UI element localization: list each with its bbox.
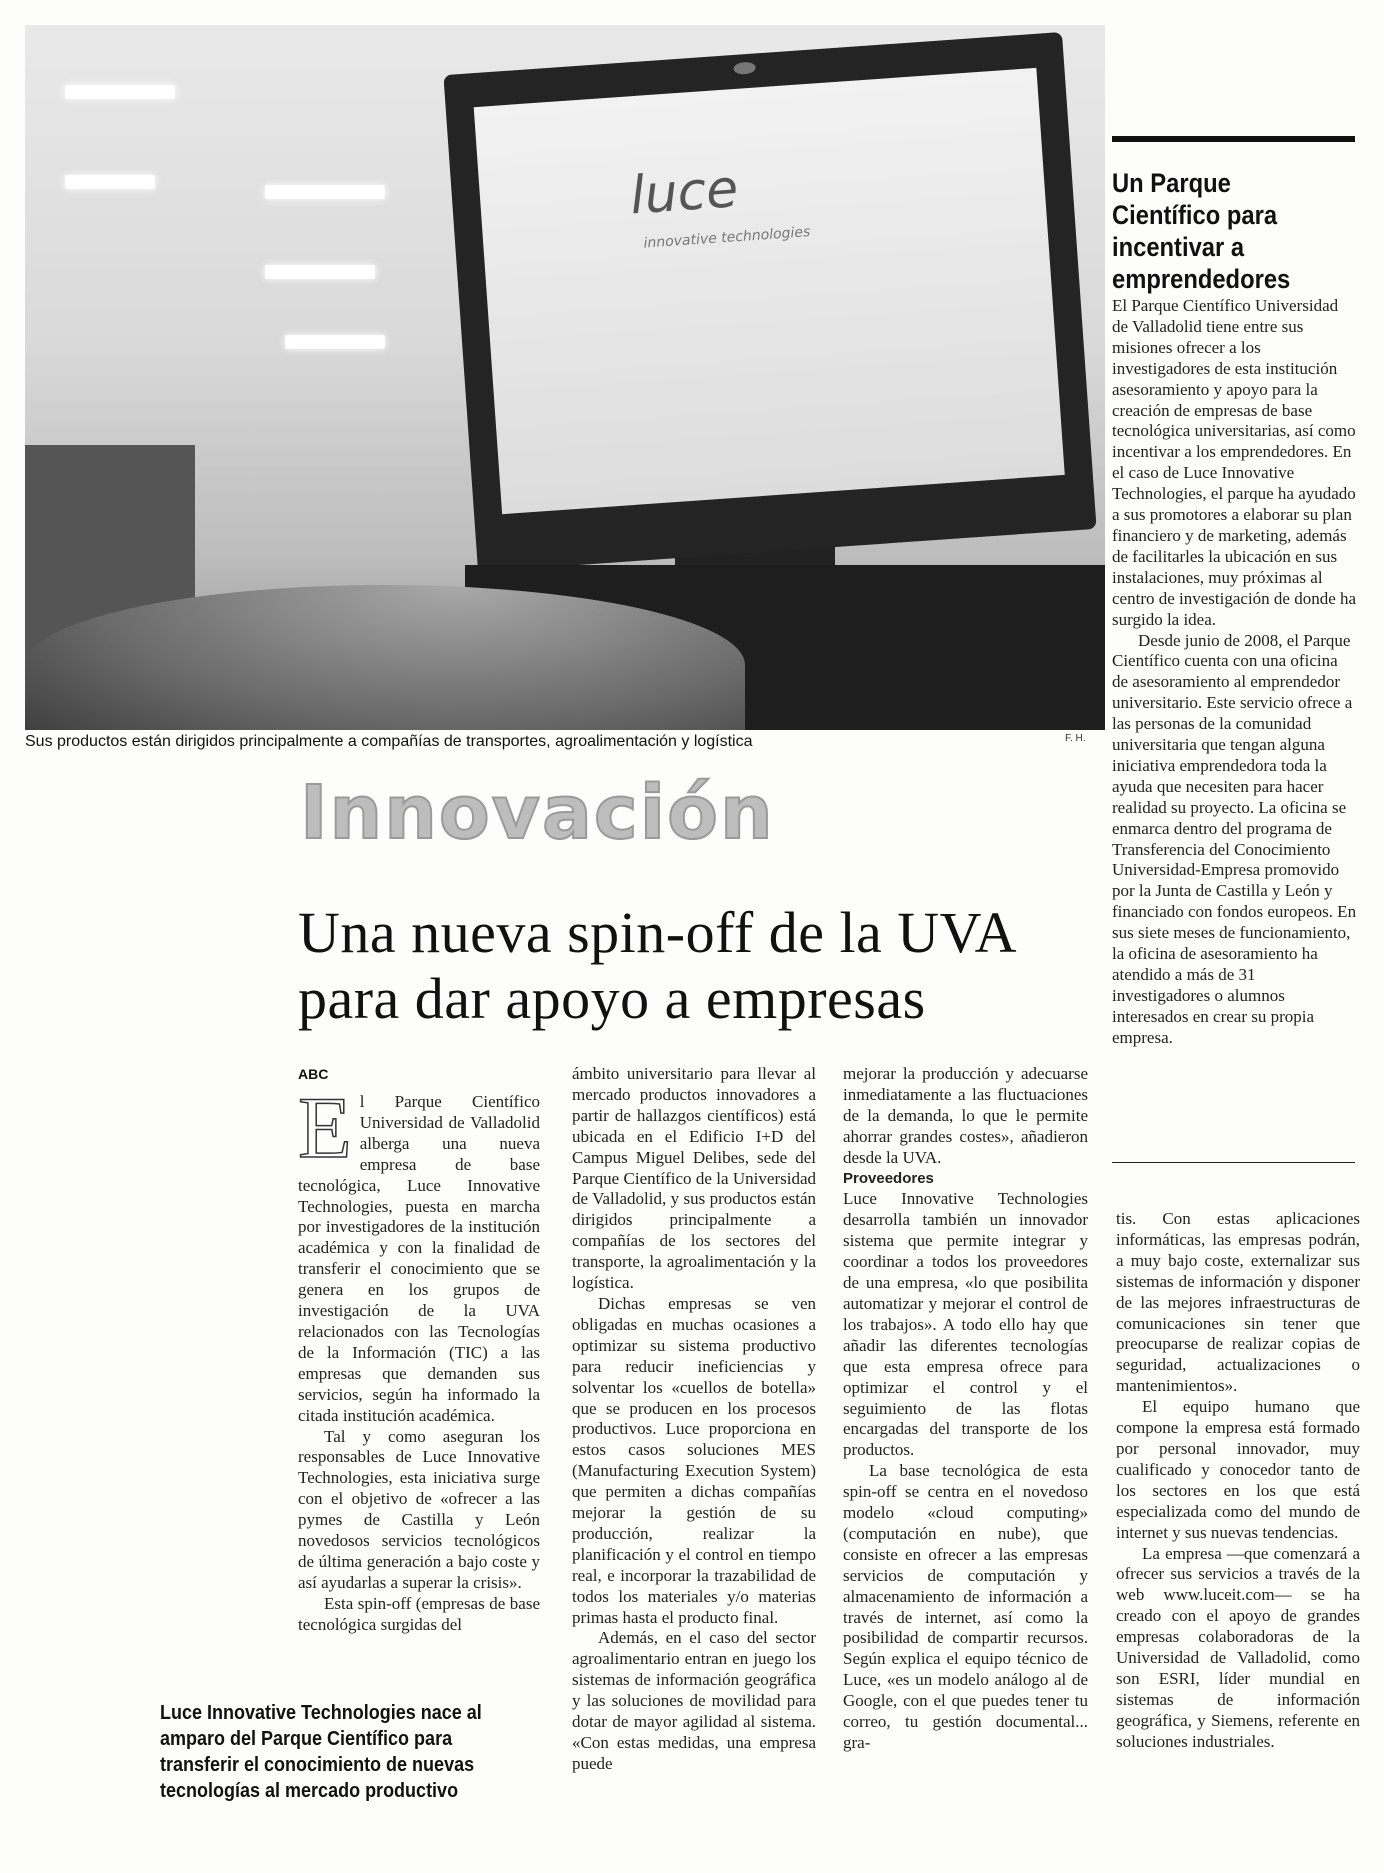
photo-credit: F. H. <box>1065 733 1086 744</box>
byline: ABC <box>298 1066 329 1082</box>
paragraph: El equipo humano que compone la empresa está formado por personal innovador, muy cualificado y conocedor tanto de los sectores en los que está especializada como del mundo de internet y sus nuevas tendencias. <box>1116 1397 1360 1542</box>
paragraph: La base tecnológica de esta spin-off se centra en el novedoso modelo «cloud computing» (computación en nube), que consiste en ofrecer a las empresas servicios de computación y almacenamiento de información a través de internet, así como la posibilidad de compartir recursos. Según explica el equipo técnico de Luce, «es un modelo análogo al de Google, con el que puedes tener tu correo, tu gestión documental... gra- <box>843 1461 1088 1752</box>
monitor-screen <box>474 68 1065 514</box>
sidebar-body <box>1112 296 1357 1049</box>
screen-tagline: innovative technologies <box>643 224 811 252</box>
article-column-1 <box>298 1080 540 1636</box>
drop-cap: E <box>298 1080 352 1177</box>
sidebar-paragraph: El Parque Científico Universidad de Valladolid tiene entre sus misiones ofrecer a los investigadores de esta institución asesoramiento y apoyo para la creación de empresas de base tecnológica universitarias, así como incentivar a los emprendedores. En el caso de Luce Innovative Technologies, el parque ha ayudado a sus promotores a elaborar su plan financiero y de marketing, además de facilitarles la ubicación en sus instalaciones, muy próximas al centro de investigación de donde ha surgido la idea. <box>1112 296 1357 629</box>
paragraph: Tal y como aseguran los responsables de Luce Innovative Technologies, esta iniciativa surge con el objetivo de «ofrecer a las pymes de Castilla y León novedosos servicios tecnológicos de última generación a bajo coste y así ayudarlas a superar la crisis». <box>298 1426 540 1592</box>
sidebar-title: Un Parque Científico para incentivar a emprendedores <box>1112 168 1291 294</box>
article-column-4 <box>1116 1209 1360 1753</box>
paragraph: tis. Con estas aplicaciones informáticas, las empresas podrán, a muy bajo coste, externalizar sus sistemas de información y disponer de las mejores infraestructuras de comunicaciones sin tener que preocuparse de realizar copias de seguridad, actualizaciones o mantenimientos». <box>1116 1209 1360 1396</box>
sidebar-bottom-rule <box>1112 1162 1355 1163</box>
article-column-2 <box>572 1064 816 1775</box>
paragraph: Además, en el caso del sector agroalimentario entran en juego los sistemas de información geográfica y las soluciones de movilidad para dotar de mayor agilidad al sistema. «Con estas medidas, una empresa puede <box>572 1628 816 1773</box>
hp-logo-icon <box>733 61 756 75</box>
article-photo <box>25 25 1105 730</box>
paragraph: l Parque Científico Universidad de Valladolid alberga una nueva empresa de base tecnológica, Luce Innovative Technologies, puesta en marcha por investigadores de la institución académica y con la finalidad de transferir el conocimiento que se genera en los grupos de investigación de la UVA relacionados con las Tecnologías de la Información (TIC) a las empresas que demanden sus servicios, según ha informado la citada institución académica. <box>298 1092 540 1425</box>
paragraph: ámbito universitario para llevar al mercado productos innovadores a partir de hallazgos científicos) está ubicada en el Edificio I+D del Campus Miguel Delibes, sede del Parque Científico de la Universidad de Valladolid, y sus productos están dirigidos principalmente a compañías de los sectores del transporte, la agroalimentación y la logística. <box>572 1064 816 1293</box>
paragraph: Dichas empresas se ven obligadas en muchas ocasiones a optimizar su sistema productivo para reducir ineficiencias y solventar los «cuellos de botella» que se producen en los procesos productivos. Luce proporciona en estos casos soluciones MES (Manufacturing Execution System) que permiten a dichas compañías mejorar la gestión de su producción, realizar la planificación y el control en tiempo real, e incorporar la trazabilidad de todos los materiales y/o materias primas hasta el producto final. <box>572 1293 816 1627</box>
subheading: Proveedores <box>843 1169 934 1187</box>
paragraph: mejorar la producción y adecuarse inmediatamente a las fluctuaciones de la demanda, lo que le permite ahorrar grandes costes», añadieron desde la UVA. <box>843 1064 1088 1167</box>
article-column-3 <box>843 1064 1088 1754</box>
article-headline: Una nueva spin-off de la UVA para dar apoyo a empresas <box>298 900 1014 1031</box>
section-label: Innovación <box>300 770 775 856</box>
sidebar-paragraph: Desde junio de 2008, el Parque Científico cuenta con una oficina de asesoramiento al emprendedor universitario. Este servicio ofrece a las personas de la comunidad universitaria que tengan alguna iniciativa emprendedora toda la ayuda que necesiten para hacer realidad su proyecto. La oficina se enmarca dentro del programa de Transferencia del Conocimiento Universidad-Empresa promovido por la Junta de Castilla y León y financiado con fondos europeos. En sus siete meses de funcionamiento, la oficina de asesoramiento ha atendido a más de 31 investigadores o alumnos interesados en crear su propia empresa. <box>1112 630 1357 1047</box>
paragraph: Luce Innovative Technologies desarrolla también un innovador sistema que permite integrar y coordinar a todos los proveedores de una empresa, «lo que posibilita automatizar y mejorar el control de los trabajos». A todo ello hay que añadir las diferentes tecnologías que esta empresa ofrece para optimizar el control y el seguimiento de las flotas encargadas del transporte de los productos. <box>843 1189 1088 1460</box>
paragraph: Esta spin-off (empresas de base tecnológica surgidas del <box>298 1593 540 1634</box>
photo-caption: Sus productos están dirigidos principalmente a compañías de transportes, agroalimentación y logística <box>25 733 753 750</box>
screen-logo: luce <box>628 159 741 227</box>
pull-quote: Luce Innovative Technologies nace al amparo del Parque Científico para transferir el conocimiento de nuevas tecnologías al mercado productivo <box>160 1702 482 1802</box>
paragraph: La empresa —que comenzará a ofrecer sus servicios a través de la web www.luceit.com— se ha creado con el apoyo de grandes empresas colaboradoras de la Universidad de Valladolid, como son ESRI, líder mundial en sistemas de información geográfica, y Siemens, referente en soluciones industriales. <box>1116 1543 1360 1751</box>
sidebar-top-rule <box>1112 136 1355 142</box>
monitor <box>443 32 1096 572</box>
